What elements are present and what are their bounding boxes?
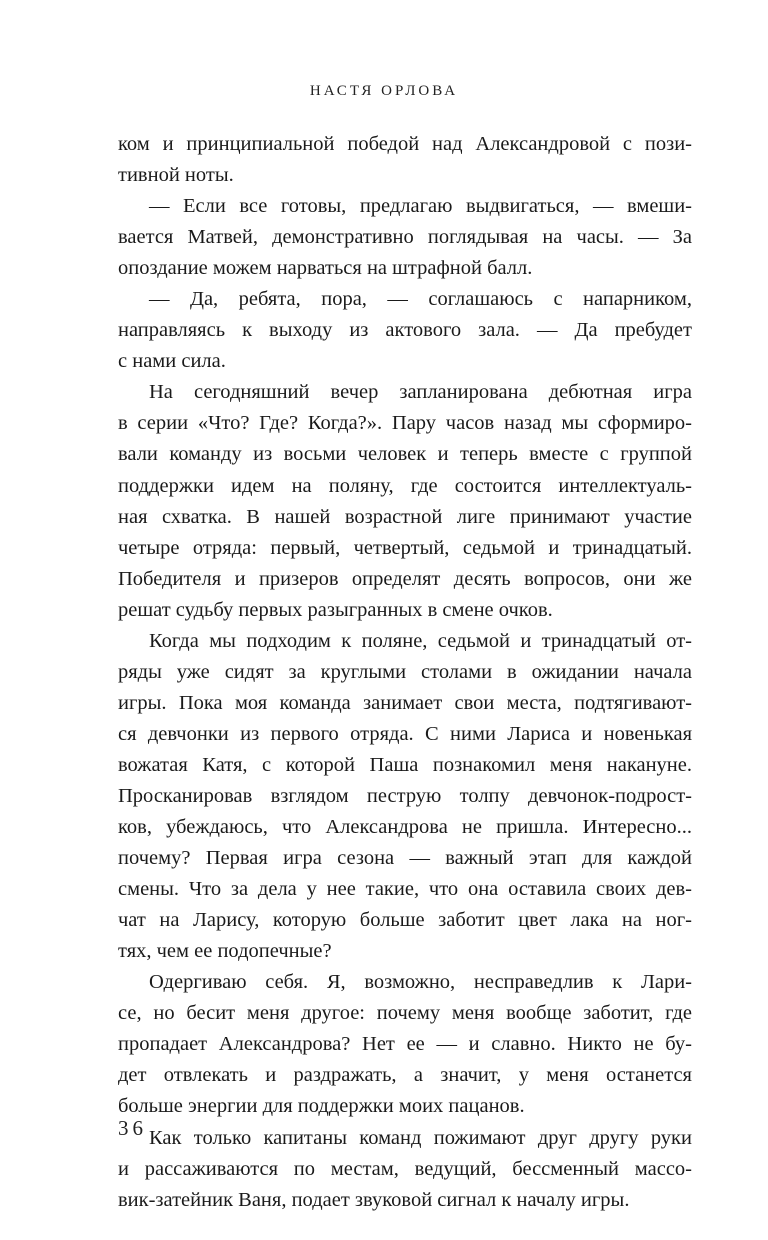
text-line: Просканировав взглядом пеструю толпу девчонок-подрост- xyxy=(118,784,692,807)
text-line: четыре отряда: первый, четвертый, седьмой и тринадцатый. xyxy=(118,536,692,559)
text-line: вожатая Катя, с которой Паша познакомил меня накануне. xyxy=(118,753,692,776)
text-line: дет отвлекать и раздражать, а значит, у меня останется xyxy=(118,1064,692,1087)
text-line: се, но бесит меня другое: почему меня вообще заботит, где xyxy=(118,1002,692,1025)
text-line: направляясь к выходу из актового зала. — Да пребудет xyxy=(118,319,692,342)
text-line: и рассаживаются по местам, ведущий, бессменный массо- xyxy=(118,1157,692,1180)
text-line: поддержки идем на поляну, где состоится интеллектуаль- xyxy=(118,474,692,497)
text-line: Победителя и призеров определят десять вопросов, они же xyxy=(118,567,692,590)
text-line: На сегодняшний вечер запланирована дебютная игра xyxy=(149,381,692,404)
text-line: ся девчонки из первого отряда. С ними Лариса и новенькая xyxy=(118,722,692,745)
text-line: ряды уже сидят за круглыми столами в ожидании начала xyxy=(118,660,692,683)
text-line: больше энергии для поддержки моих пацанов. xyxy=(118,1095,525,1118)
text-line: вик-затейник Ваня, подает звуковой сигнал к началу игры. xyxy=(118,1188,630,1211)
text-line: почему? Первая игра сезона — важный этап для каждой xyxy=(118,847,692,870)
body-text xyxy=(118,129,692,1216)
page-number: 36 xyxy=(118,1116,147,1140)
text-line: опоздание можем нарваться на штрафной балл. xyxy=(118,257,533,280)
text-line: тивной ноты. xyxy=(118,164,234,187)
text-line: — Да, ребята, пора, — соглашаюсь с напарником, xyxy=(149,288,692,311)
text-line: с нами сила. xyxy=(118,350,226,373)
text-line: смены. Что за дела у нее такие, что она оставила своих дев- xyxy=(118,878,692,901)
text-line: — Если все готовы, предлагаю выдвигаться, — вмеши- xyxy=(149,195,692,218)
text-line: игры. Пока моя команда занимает свои места, подтягивают- xyxy=(118,691,692,714)
text-line: чат на Ларису, которую больше заботит цвет лака на ног- xyxy=(118,909,692,932)
text-line: вали команду из восьми человек и теперь вместе с группой xyxy=(118,443,692,466)
text-line: ком и принципиальной победой над Александровой с пози- xyxy=(118,133,692,155)
text-line: пропадает Александрова? Нет ее — и славно. Никто не бу- xyxy=(118,1033,692,1056)
text-line: тях, чем ее подопечные? xyxy=(118,940,332,963)
text-line: в серии «Что? Где? Когда?». Пару часов назад мы сформиро- xyxy=(118,412,692,435)
text-line: ков, убеждаюсь, что Александрова не пришла. Интересно... xyxy=(118,816,692,839)
text-line: Одергиваю себя. Я, возможно, несправедлив к Лари- xyxy=(149,971,692,994)
text-line: Как только капитаны команд пожимают друг другу руки xyxy=(149,1126,692,1149)
text-line: ная схватка. В нашей возрастной лиге принимают участие xyxy=(118,505,692,528)
running-header: НАСТЯ ОРЛОВА xyxy=(309,83,459,99)
text-line: вается Матвей, демонстративно поглядывая на часы. — За xyxy=(118,226,692,249)
text-line: Когда мы подходим к поляне, седьмой и тринадцатый от- xyxy=(149,629,692,652)
text-line: решат судьбу первых разыгранных в смене очков. xyxy=(118,598,553,621)
